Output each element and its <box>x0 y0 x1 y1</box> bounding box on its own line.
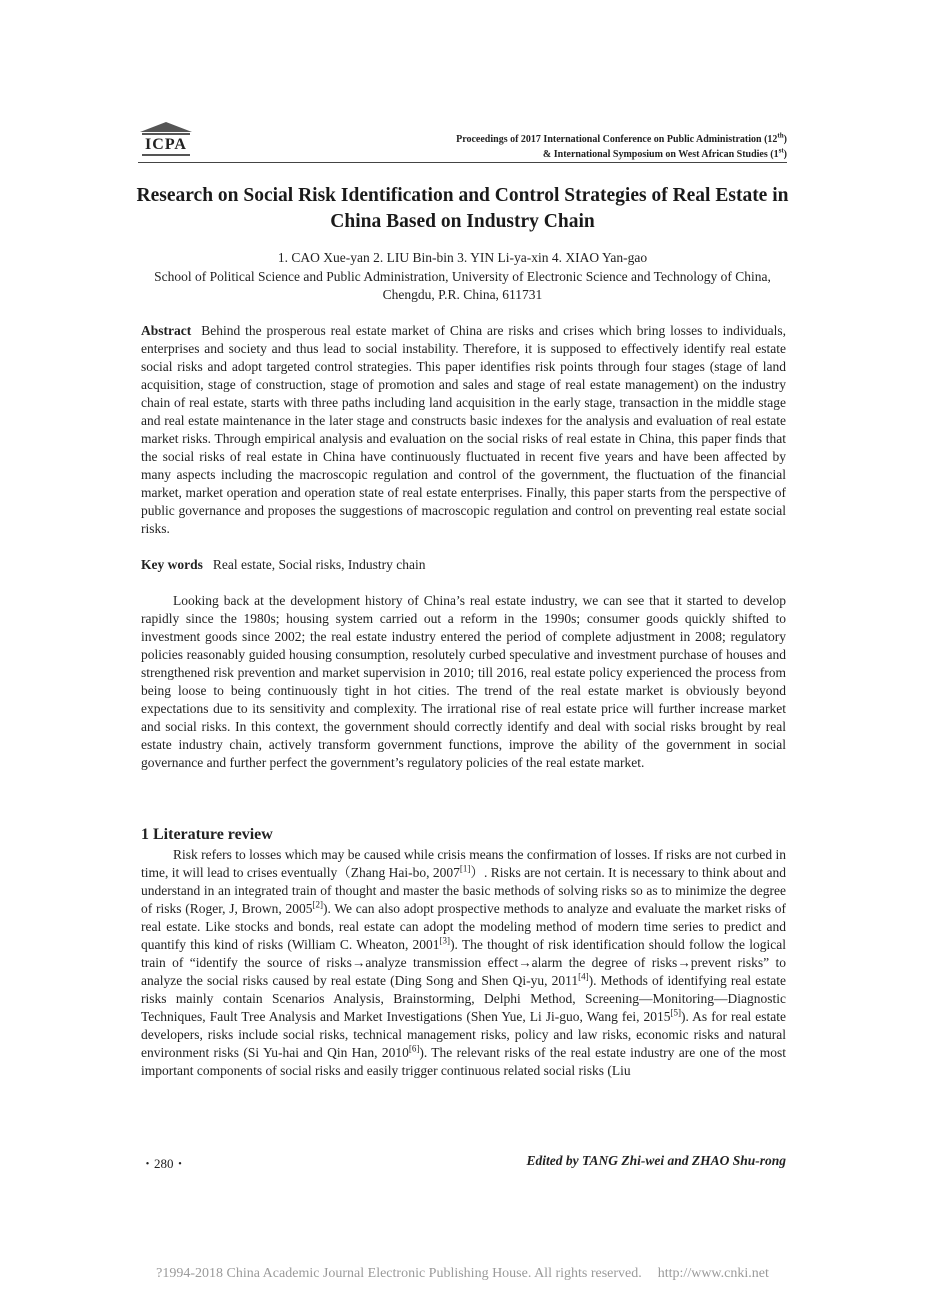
citation-ref: [6] <box>408 1043 420 1054</box>
editor-credit: Edited by TANG Zhi-wei and ZHAO Shu-rong <box>526 1153 786 1168</box>
icpa-logo <box>138 121 194 157</box>
copyright-text: ?1994-2018 China Academic Journal Electronic Publishing House. All rights reserved. <box>156 1266 642 1281</box>
copyright-notice <box>0 1266 925 1282</box>
page-number: ・280・ <box>141 1156 187 1171</box>
citation-ref: [4] <box>578 971 589 982</box>
citation-ref: [2] <box>312 899 324 910</box>
abstract-label: Abstract <box>141 323 192 338</box>
literature-paragraph: Risk refers to losses which may be caused while crisis means the confirmation of losses. If risks are not curbed in time, it will lead to crises eventually（Zhang Hai-bo, 2007[1]）. Risks are not certain. It is necessary to think about and understand in an integrated train of thought and master the basic methods of solving risks so as to minimize the degree of risks (Roger, J, Brown, 2005[2]). We can also adopt prospective methods to analyze and evaluate the market risks of real estate. Like stocks and bonds, real estate can adopt the modeling method of modern time series to predict and quantify this kind of risks (William C. Wheaton, 2001[3]). The thought of risk identification should follow the logical train of “identify the source of risks→analyze transmission effect→alarm the degree of risks→prevent risks” to analyze the social risks caused by real estate (Ding Song and Shen Qi-yu, 2011[4]). Methods of identifying real estate risks mainly contain Scenarios Analysis, Brainstorming, Delphi Method, Screening—Monitoring—Diagnostic Techniques, Fault Tree Analysis and Market Investigations (Shen Yue, Li Ji-guo, Wang fei, 2015[5]). As for real estate developers, risks include social risks, technical management risks, policy and law risks, economic risks and natural environment risks (Si Yu-hai and Qin Han, 2010[6]). The relevant risks of the real estate industry are one of the most important components of social risks and easily trigger continuous related social risks (Liu <box>141 847 786 1078</box>
proceedings-line-2: & International Symposium on West African Studies (1st) <box>542 146 787 160</box>
section-heading: 1 Literature review <box>141 826 273 843</box>
citation-ref: [1] <box>459 863 471 874</box>
intro-paragraph: Looking back at the development history of China’s real estate industry, we can see that it started to develop rapidly since the 1980s; housing system carried out a reform in the 1990s; consumer goods quickly shifted to investment goods since 2002; the real estate industry entered the period of complete adjustment in 2008; regulatory policies reasonably guided housing consumption, resolutely curbed speculative and investment purchase of houses and strengthened risk prevention and market supervision in 2010; till 2016, real estate policy experienced the process from being loose to being continuously tight in hot cities. The trend of the real estate market is obviously beyond expectations due to its sensitivity and complexity. The irrational rise of real estate price will further increase market and social risks. In this context, the government should correctly identify and deal with social risks brought by real estate industry chain, actively transform government functions, improve the ability of the government in social governance and further perfect the government’s regulatory policies of the real estate market. <box>141 593 786 770</box>
abstract-text: Behind the prosperous real estate market of China are risks and crises which bring losses to individuals, enterprises and society and thus lead to social instability. Therefore, it is supposed to effectively identify real estate social risks and adopt targeted control strategies. This paper identifies risk points through four stages (stage of land acquisition, stage of construction, stage of promotion and sales and stage of real estate management) on the industry chain of real estate, starts with three paths including land acquisition in the early stage, transaction in the middle stage and real estate maintenance in the later stage and constructs basic indexes for the analysis and evaluation of real estate market risks. Through empirical analysis and evaluation on the social risks of real estate in China, this paper finds that the social risks of real estate in China have continuously fluctuated in recent five years and have been affected by many aspects including the macroscopic regulation and control of the government, the fluctuation of the financial market, market operation and operation state of real estate enterprises. Finally, this paper starts from the perspective of public governance and proposes the suggestions of macroscopic regulation and control on preventing real estate social risks. <box>141 323 786 536</box>
header-divider <box>138 162 787 163</box>
citation-ref: [3] <box>439 935 451 946</box>
proceedings-header <box>456 132 787 162</box>
keywords <box>141 556 786 574</box>
abstract <box>141 322 786 538</box>
cnki-link[interactable]: http://www.cnki.net <box>657 1266 769 1281</box>
citation-ref: [5] <box>670 1007 682 1018</box>
proceedings-line-1: Proceedings of 2017 International Conference on Public Administration (12th) <box>456 131 787 145</box>
logo-text: ICPA <box>145 136 187 153</box>
keywords-label: Key words <box>141 557 203 572</box>
affiliation: School of Political Science and Public Administration, University of Electronic Science and Technology of China, Chengdu, P.R. China, 611731 <box>154 269 771 302</box>
keywords-text: Real estate, Social risks, Industry chain <box>212 557 426 572</box>
author-list: 1. CAO Xue-yan 2. LIU Bin-bin 3. YIN Li-ya-xin 4. XIAO Yan-gao <box>277 250 648 265</box>
paper-title: Research on Social Risk Identification and Control Strategies of Real Estate in China Based on Industry Chain <box>136 185 789 232</box>
